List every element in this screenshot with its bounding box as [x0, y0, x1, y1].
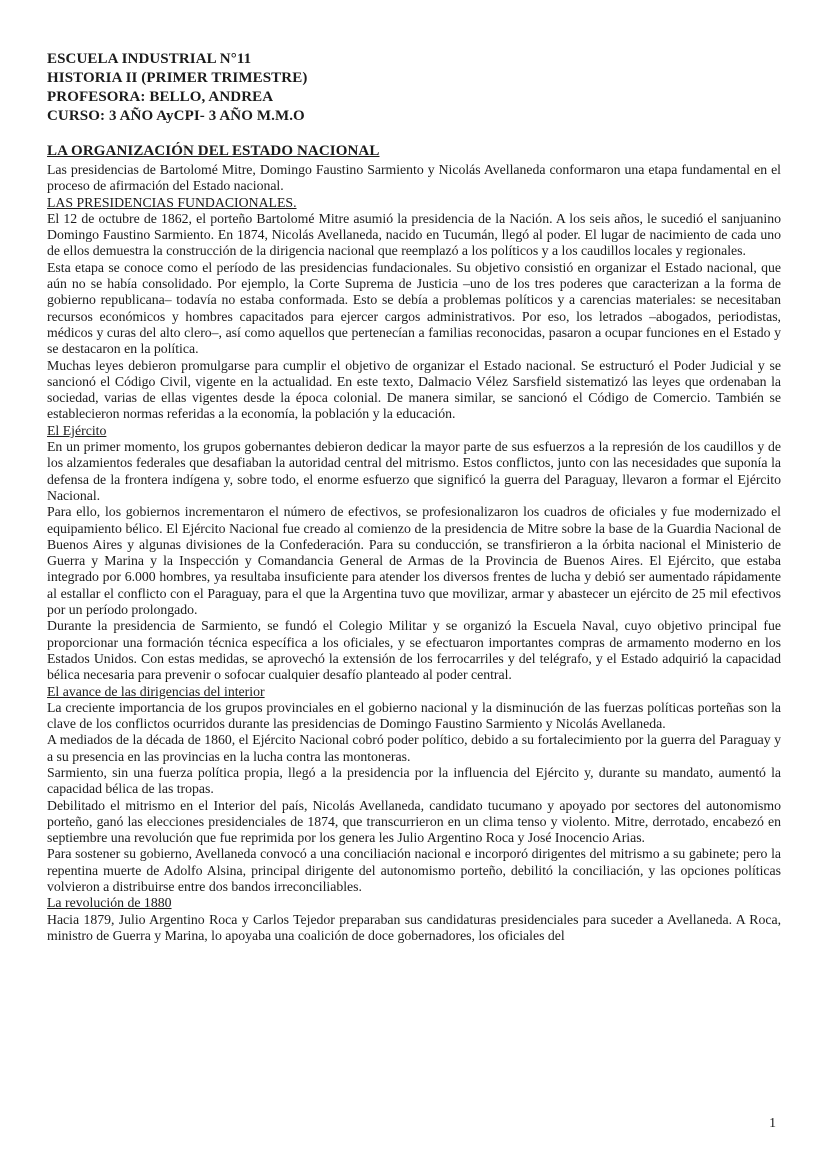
section-heading: LAS PRESIDENCIAS FUNDACIONALES.: [47, 194, 297, 210]
paragraph: Muchas leyes debieron promulgarse para cumplir el objetivo de organizar el Estado nacional. Se estructuró el Poder Judicial y se sancionó el Código Civil, vigente en la actualidad. En este texto, Dalmacio Vélez Sarsfield sistematizó las leyes que ordenaban la sociedad, varias de ellas vigentes desde la época colonial. De manera similar, se sancionó el Código de Comercio. También se establecieron normas referidas a la economía, la población y la educación.: [47, 357, 781, 422]
section-heading: El avance de las dirigencias del interior: [47, 683, 265, 699]
paragraph: Durante la presidencia de Sarmiento, se fundó el Colegio Militar y se organizó la Escuela Naval, cuyo objetivo principal fue proporcionar una formación técnica específica a los oficiales, y se efectuaron importantes compras de armamento moderno en los Estados Unidos. Con estas medidas, se aprovechó la extensión de los ferrocarriles y del telégrafo, y el Estado adquirió la capacidad bélica necesaria para prevenir o sofocar cualquier desafío planteado al poder central.: [47, 618, 781, 683]
header-line-course: CURSO: 3 AÑO AyCPI- 3 AÑO M.M.O: [47, 108, 305, 124]
paragraph: Esta etapa se conoce como el período de las presidencias fundacionales. Su objetivo consistió en organizar el Estado nacional, que aún no se había consolidado. Por ejemplo, la Corte Suprema de Justicia –uno de los tres poderes que caracterizan a la forma de gobierno republicana– todavía no estaba conformada. Esto se debía a problemas políticos y a carencias materiales: se necesitaban recursos económicos y hombres capacitados para ejercer cargos administrativos. Por eso, los letrados –abogados, periodistas, médicos y curas del alto clero–, así como aquellos que pertenecían a familias reconocidas, pasaron a ocupar funciones en el Estado y se destacaron en la política.: [47, 259, 781, 357]
section-revolucion-1880: [47, 895, 781, 944]
section-avance-dirigencias: [47, 684, 781, 896]
section-heading: El Ejército: [47, 422, 107, 438]
section-el-ejercito: [47, 423, 781, 684]
paragraph: Debilitado el mitrismo en el Interior del país, Nicolás Avellaneda, candidato tucumano y apoyado por sectores del autonomismo porteño, ganó las elecciones presidenciales de 1874, que transcurrieron en un clima tenso y violento. Mitre, derrotado, encabezó en septiembre una revolución que fue reprimida por los genera les Julio Argentino Roca y José Inocencio Arias.: [47, 797, 781, 846]
document-header: [47, 50, 781, 126]
paragraph: Para sostener su gobierno, Avellaneda convocó a una conciliación nacional e incorporó dirigentes del mitrismo a su gabinete; pero la repentina muerte de Adolfo Alsina, principal dirigente del autonomismo porteño, debilitó la conciliación, y las opciones políticas volvieron a distribuirse entre dos bandos irreconciliables.: [47, 846, 781, 895]
header-line-teacher: PROFESORA: BELLO, ANDREA: [47, 89, 274, 105]
paragraph: Sarmiento, sin una fuerza política propia, llegó a la presidencia por la influencia del Ejército y, durante su mandato, aumentó la capacidad bélica de las tropas.: [47, 764, 781, 797]
paragraph: El 12 de octubre de 1862, el porteño Bartolomé Mitre asumió la presidencia de la Nación. A los seis años, le sucedió el sanjuanino Domingo Faustino Sarmiento. En 1874, Nicolás Avellaneda, nacido en Tucumán, llegó al poder. El lugar de nacimiento de cada uno de ellos demuestra la construcción de la dirigencia nacional que reemplazó a los políticos y a los caudillos locales y regionales.: [47, 210, 781, 259]
paragraph: En un primer momento, los grupos gobernantes debieron dedicar la mayor parte de sus esfuerzos a la represión de los caudillos y de los alzamientos federales que desafiaban la autoridad central del mitrismo. Estos conflictos, junto con las necesidades que suponía la defensa de la frontera indígena y, sobre todo, el enorme esfuerzo que significó la guerra del Paraguay, llevaron a formar el Ejército Nacional.: [47, 439, 781, 503]
paragraph: A mediados de la década de 1860, el Ejército Nacional cobró poder político, debido a su fortalecimiento por la guerra del Paraguay y a su presencia en las provincias en la lucha contra las montoneras.: [47, 732, 781, 764]
paragraph: Hacia 1879, Julio Argentino Roca y Carlos Tejedor preparaban sus candidaturas presidenciales para suceder a Avellaneda. A Roca, ministro de Guerra y Marina, lo apoyaba una coalición de doce gobernadores, los oficiales del: [47, 911, 781, 943]
document-title: LA ORGANIZACIÓN DEL ESTADO NACIONAL: [47, 143, 380, 159]
section-heading: La revolución de 1880: [47, 895, 172, 911]
paragraph: La creciente importancia de los grupos provinciales en el gobierno nacional y la disminución de las fuerzas políticas porteñas son la clave de los conflictos ocurridos durante las presidencias de Domingo Faustino Sarmiento y Nicolás Avellaneda.: [47, 699, 781, 732]
intro-paragraph: Las presidencias de Bartolomé Mitre, Domingo Faustino Sarmiento y Nicolás Avellaneda conformaron una etapa fundamental en el proceso de afirmación del Estado nacional.: [47, 162, 781, 194]
header-line-school: ESCUELA INDUSTRIAL N°11: [47, 51, 252, 67]
paragraph: Para ello, los gobiernos incrementaron el número de efectivos, se profesionalizaron los cuadros de oficiales y fue modernizado el equipamiento bélico. El Ejército Nacional fue creado al comienzo de la presidencia de Mitre sobre la base de la Guardia Nacional de Buenos Aires y algunas divisiones de la Confederación. Para su conducción, se transfirieron a la órbita nacional el Ministerio de Guerra y Marina y la Inspección y Comandancia General de Armas de la Provincia de Buenos Aires. El Ejército, que estaba integrado por 6.000 hombres, ya resultaba insuficiente para atender los diversos frentes de lucha y debió ser aumentado rápidamente al estallar el conflicto con el Paraguay, para el que la Argentina tuvo que movilizar, armar y abastecer un ejército de 25 mil efectivos por un período prolongado.: [47, 504, 781, 618]
section-presidencias-fundacionales: [47, 195, 781, 423]
header-line-subject: HISTORIA II (PRIMER TRIMESTRE): [47, 70, 308, 86]
page-number: 1: [769, 1115, 776, 1130]
